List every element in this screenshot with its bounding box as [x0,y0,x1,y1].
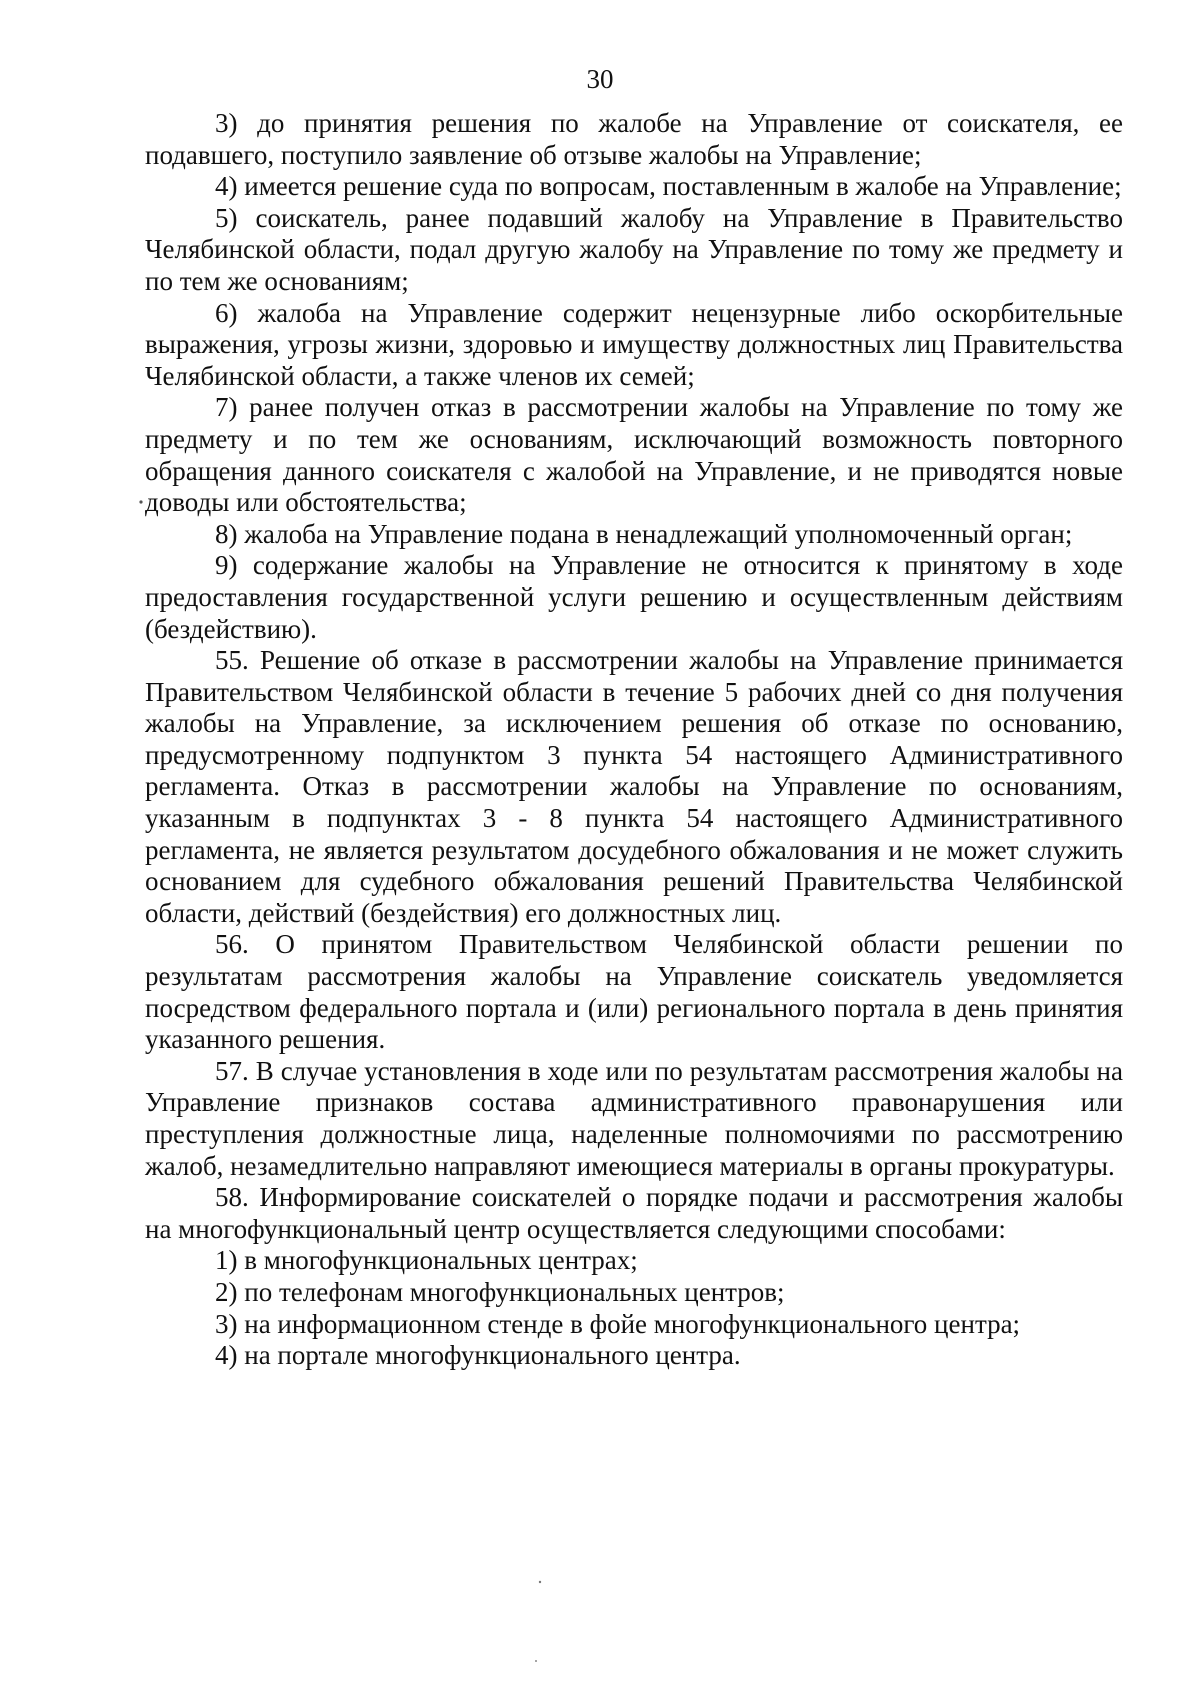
paragraph-clause-55: 55. Решение об отказе в рассмотрении жалобы на Управление принимается Правительством Челябинской области в течение 5 рабочих дней со дня получения жалобы на Управление, за исключением решения об отказе по основанию, предусмотренному подпунктом 3 пункта 54 настоящего Административного регламента. Отказ в рассмотрении жалобы на Управление по основаниям, указанным в подпунктах 3 - 8 пункта 54 настоящего Административного регламента, не является результатом досудебного обжалования и не может служить основанием для судебного обжалования решений Правительства Челябинской области, действий (бездействия) его должностных лиц. [145,645,1123,928]
paragraph-item-9: 9) содержание жалобы на Управление не относится к принятому в ходе предоставления государственной услуги решению и осуществленным действиям (бездействию). [145,550,1123,644]
paragraph-item-7: 7) ранее получен отказ в рассмотрении жалобы на Управление по тому же предмету и по тем же основаниям, исключающий возможность повторного обращения данного соискателя с жалобой на Управление, и не приводятся новые доводы или обстоятельства; [145,392,1123,518]
page-number: 30 [586,64,614,94]
paragraph-item-8: 8) жалоба на Управление подана в ненадлежащий уполномоченный орган; [215,518,1073,549]
list-item-method-3: 3) на информационном стенде в фойе многофункционального центра; [215,1308,1021,1339]
scan-speck [535,1660,537,1662]
paragraph-item-6: 6) жалоба на Управление содержит нецензурные либо оскорбительные выражения, угрозы жизни, здоровью и имуществу должностных лиц Правительства Челябинской области, а также членов их семей; [145,297,1123,391]
list-item-method-4: 4) на портале многофункционального центра. [215,1340,741,1371]
scan-speck [139,500,142,503]
paragraph-clause-58: 58. Информирование соискателей о порядке подачи и рассмотрения жалобы на многофункциональный центр осуществляется следующими способами: [145,1182,1123,1244]
paragraph-item-5: 5) соискатель, ранее подавший жалобу на Управление в Правительство Челябинской области, подал другую жалобу на Управление по тому же предмету и по тем же основаниям; [145,202,1123,296]
paragraph-item-4: 4) имеется решение суда по вопросам, поставленным в жалобе на Управление; [215,171,1122,202]
paragraph-item-3: 3) до принятия решения по жалобе на Управление от соискателя, ее подавшего, поступило заявление об отзыве жалобы на Управление; [145,108,1123,170]
list-item-method-1: 1) в многофункциональных центрах; [215,1245,638,1276]
paragraph-clause-57: 57. В случае установления в ходе или по результатам рассмотрения жалобы на Управление признаков состава административного правонарушения или преступления должностные лица, наделенные полномочиями по рассмотрению жалоб, незамедлительно направляют имеющиеся материалы в органы прокуратуры. [145,1055,1123,1181]
scan-speck [539,1581,541,1583]
list-item-method-2: 2) по телефонам многофункциональных центров; [215,1276,785,1307]
paragraph-clause-56: 56. О принятом Правительством Челябинской области решении по результатам рассмотрения жалобы на Управление соискатель уведомляется посредством федерального портала и (или) регионального портала в день принятия указанного решения. [145,929,1123,1055]
